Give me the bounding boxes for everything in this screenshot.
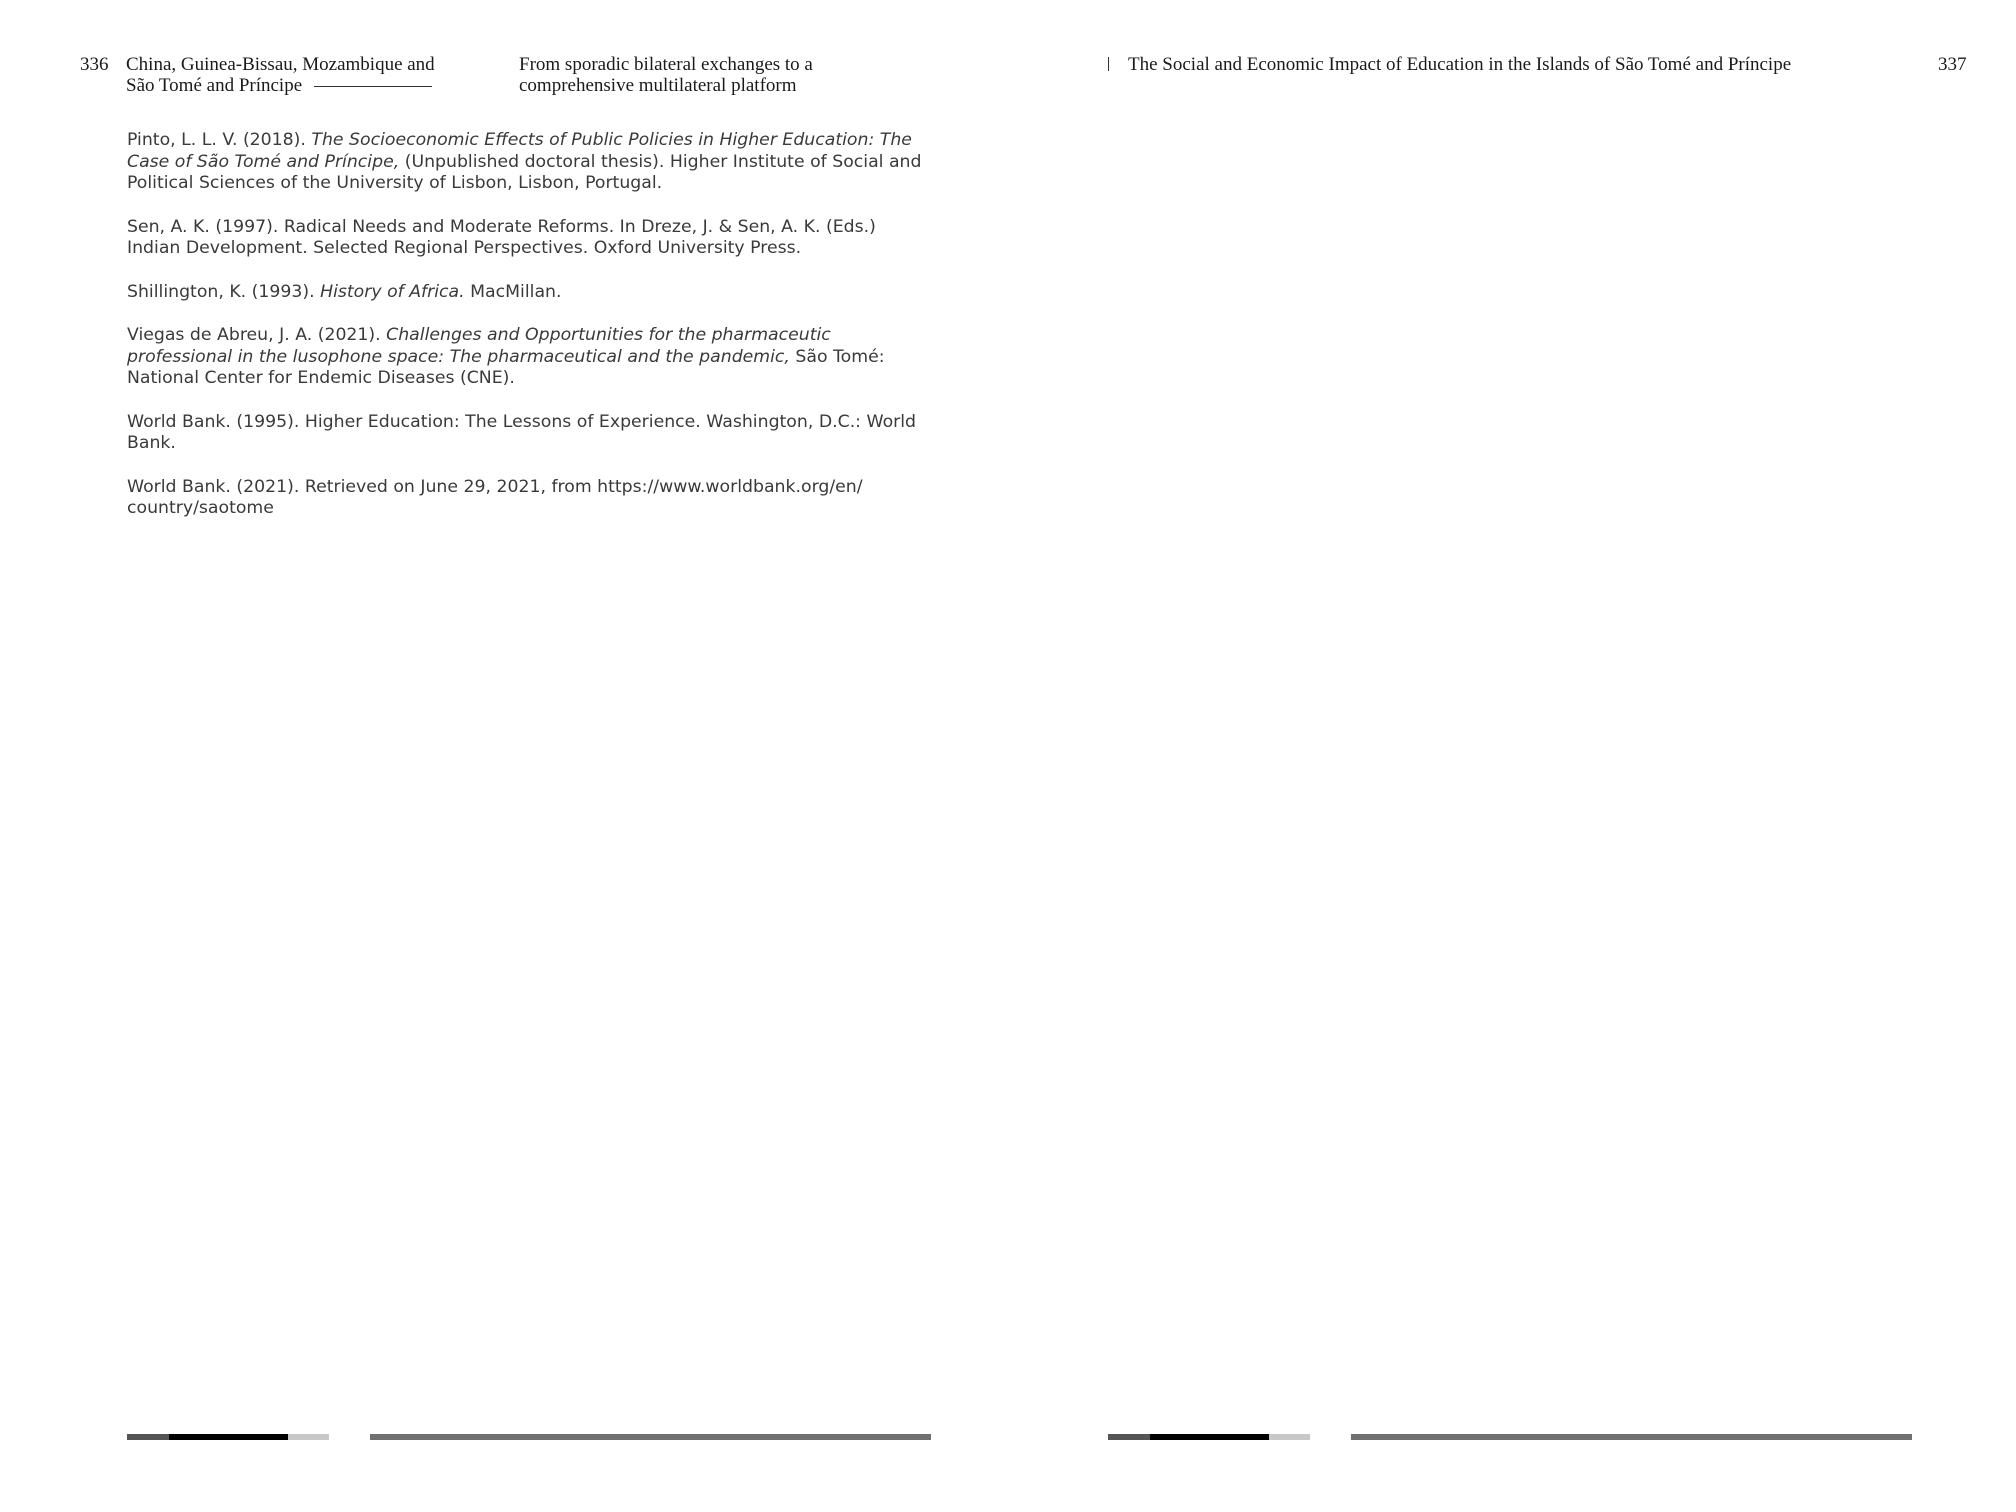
footer-bar-light	[1269, 1434, 1310, 1440]
left-running-head-section	[519, 54, 813, 96]
reference-title: The Socioeconomic Effects of Public Policies in Higher Education: The Case of São Tomé and Príncipe,	[127, 130, 912, 172]
footer-bar-black	[1150, 1434, 1269, 1440]
footer-bar-black	[169, 1434, 288, 1440]
header-rule	[314, 86, 432, 87]
reference-entry	[127, 412, 927, 455]
reference-entry	[127, 477, 927, 520]
left-running-head-book-title	[126, 54, 435, 96]
footer-bar-light	[288, 1434, 329, 1440]
footer-bar-long	[370, 1434, 931, 1440]
reference-text: (Unpublished doctoral thesis). Higher Institute of Social and Political Sciences of the University of Lisbon, Lisbon, Portugal.	[127, 151, 922, 193]
footer-bar-dark	[1108, 1434, 1150, 1440]
reference-text: Sen, A. K. (1997). Radical Needs and Moderate Reforms. In Dreze, J. & Sen, A. K. (Eds.) Indian Development. Selected Regional Perspectives. Oxford University Press.	[127, 216, 876, 258]
reference-text: São Tomé: National Center for Endemic Diseases (CNE).	[127, 346, 885, 388]
references-list	[127, 130, 927, 542]
reference-entry	[127, 217, 927, 260]
running-head-line: From sporadic bilateral exchanges to a	[519, 54, 813, 75]
reference-entry	[127, 282, 927, 304]
reference-text: MacMillan.	[464, 281, 562, 302]
running-head-line: China, Guinea-Bissau, Mozambique and	[126, 54, 435, 75]
reference-entry	[127, 130, 927, 195]
reference-text: World Bank. (2021). Retrieved on June 29, 2021, from https://www.worldbank.org/en/ country/saotome	[127, 476, 863, 518]
right-running-head: The Social and Economic Impact of Education in the Islands of São Tomé and Príncipe	[1128, 54, 1792, 75]
reference-text: Viegas de Abreu, J. A. (2021).	[127, 325, 387, 345]
left-page-number: 336	[80, 54, 109, 75]
running-head-line: comprehensive multilateral platform	[519, 75, 797, 96]
footer-bar-dark	[127, 1434, 169, 1440]
reference-text: World Bank. (1995). Higher Education: The Lessons of Experience. Washington, D.C.: World Bank.	[127, 411, 917, 453]
reference-text: Pinto, L. L. V. (2018).	[127, 130, 312, 150]
header-separator	[1108, 57, 1109, 71]
running-head-line-with-rule	[126, 75, 435, 96]
reference-title: History of Africa.	[320, 281, 465, 302]
footer-bar-long	[1351, 1434, 1912, 1440]
reference-title: Challenges and Opportunities for the pharmaceutic professional in the lusophone space: The pharmaceutical and the pandemic,	[127, 325, 831, 367]
running-head-line: São Tomé and Príncipe	[126, 75, 303, 96]
right-page-number: 337	[1938, 54, 1967, 75]
reference-text: Shillington, K. (1993).	[127, 281, 321, 302]
reference-entry	[127, 325, 927, 390]
